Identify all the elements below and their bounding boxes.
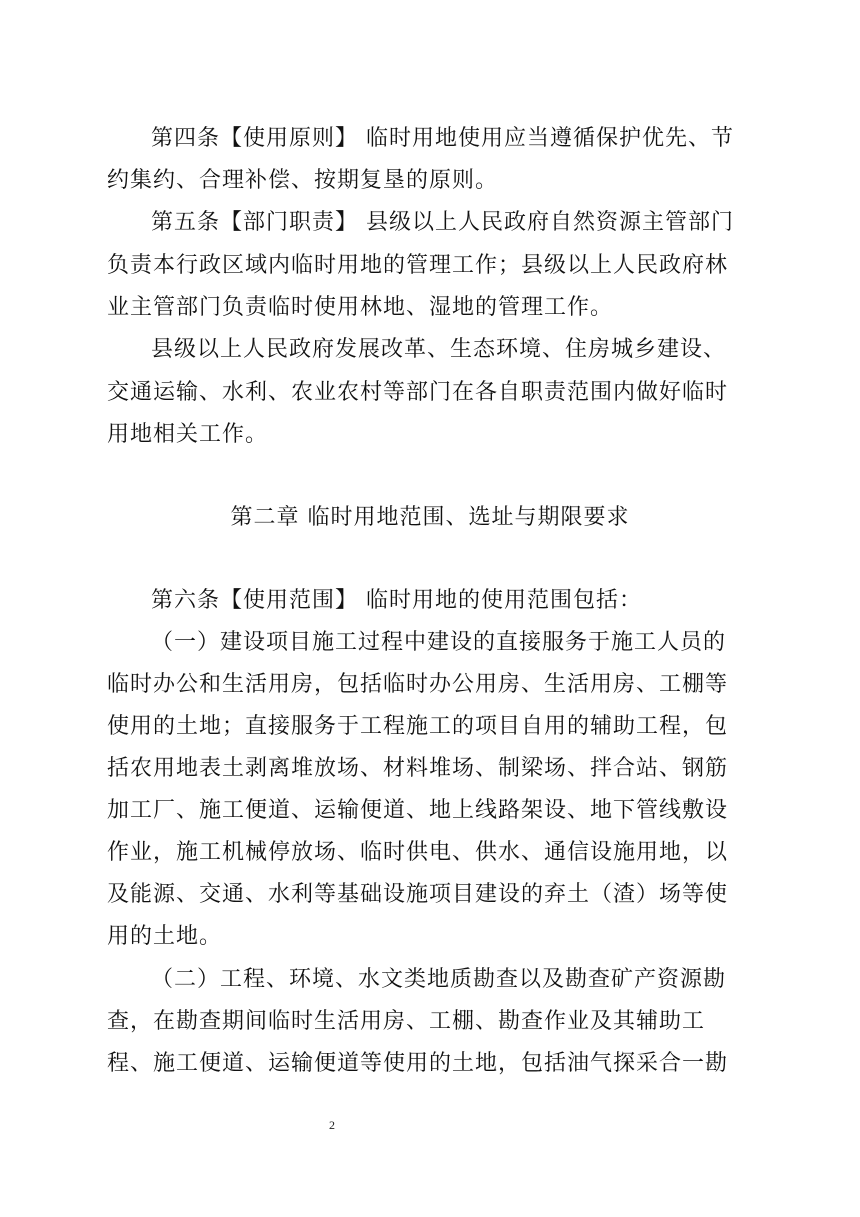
text-line: 程、施工便道、运输便道等使用的土地，包括油气探采合一勘 — [107, 1051, 729, 1076]
text-line: 第四条【使用原则】 临时用地使用应当遵循保护优先、节 — [151, 126, 734, 151]
text-line: 加工厂、施工便道、运输便道、地上线路架设、地下管线敷设 — [107, 798, 729, 823]
page-number: 2 — [329, 1118, 335, 1132]
text-line: （一）建设项目施工过程中建设的直接服务于施工人员的 — [151, 630, 727, 655]
text-line: 业主管部门负责临时使用林地、湿地的管理工作。 — [107, 295, 614, 320]
text-line: 用地相关工作。 — [107, 422, 269, 447]
text-line: 第五条【部门职责】 县级以上人民政府自然资源主管部门 — [151, 210, 734, 235]
text-line: （二）工程、环境、水文类地质勘查以及勘查矿产资源勘 — [151, 967, 727, 992]
text-line: 交通运输、水利、农业农村等部门在各自职责范围内做好临时 — [107, 380, 729, 405]
text-line: 及能源、交通、水利等基础设施项目建设的弃土（渣）场等使 — [107, 882, 729, 907]
text-line: 查，在勘查期间临时生活用房、工棚、勘查作业及其辅助工 — [107, 1009, 706, 1034]
text-line: 负责本行政区域内临时用地的管理工作；县级以上人民政府林 — [107, 253, 729, 278]
text-line: 约集约、合理补偿、按期复垦的原则。 — [107, 168, 499, 193]
text-line: 括农用地表土剥离堆放场、材料堆场、制梁场、拌合站、钢筋 — [107, 756, 729, 781]
text-line: 使用的土地；直接服务于工程施工的项目自用的辅助工程，包 — [107, 714, 729, 739]
text-line: 县级以上人民政府发展改革、生态环境、住房城乡建设、 — [151, 337, 727, 362]
text-line: 用的土地。 — [107, 924, 223, 949]
text-line: 作业，施工机械停放场、临时供电、供水、通信设施用地，以 — [107, 840, 729, 865]
text-line: 临时办公和生活用房，包括临时办公用房、生活用房、工棚等 — [107, 672, 729, 697]
text-line: 第六条【使用范围】 临时用地的使用范围包括： — [151, 588, 642, 613]
chapter-heading: 第二章 临时用地范围、选址与期限要求 — [230, 505, 630, 530]
